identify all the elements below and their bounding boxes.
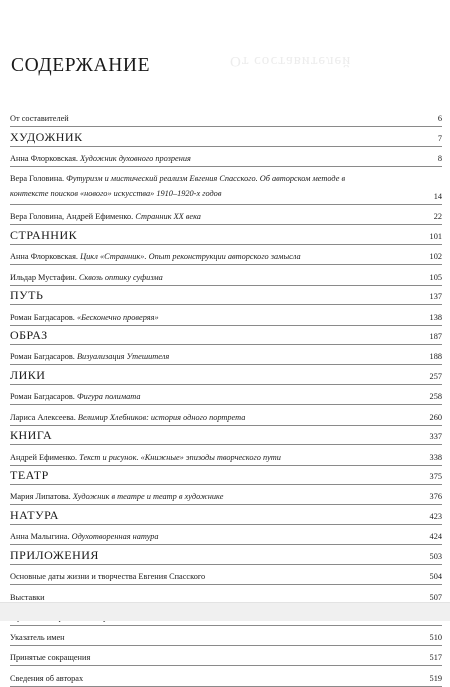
entry-author: Принятые сокращения xyxy=(10,653,91,663)
section-name: ОБРАЗ xyxy=(10,328,48,343)
toc-entry-text xyxy=(10,313,412,322)
entry-author: Андрей Ефименко. xyxy=(10,452,80,462)
page-number: 137 xyxy=(429,292,442,302)
toc-entry-row xyxy=(10,666,442,686)
page-number: 101 xyxy=(429,232,442,242)
page-bottom-edge xyxy=(0,602,450,621)
toc-entry-text xyxy=(10,633,412,642)
page-number: 105 xyxy=(429,272,442,282)
toc-entry-row xyxy=(10,147,442,167)
toc-section-title xyxy=(10,288,412,303)
page-number: 338 xyxy=(429,452,442,462)
entry-author: Указатель имен xyxy=(10,633,65,643)
page-number: 7 xyxy=(437,133,442,143)
entry-author: Выставки xyxy=(10,592,45,602)
toc-section-row xyxy=(10,127,442,147)
entry-author: Вера Головина. xyxy=(10,174,67,184)
page-number: 258 xyxy=(429,392,442,402)
bleed-through-text: От составителей xyxy=(230,53,352,69)
table-of-contents xyxy=(10,107,442,687)
page-number: 102 xyxy=(429,252,442,262)
toc-entry-text xyxy=(10,453,412,462)
page-number: 337 xyxy=(429,432,442,442)
page-number: 424 xyxy=(429,532,442,542)
toc-section-row xyxy=(10,466,442,486)
toc-entry-text xyxy=(10,352,412,361)
page-number: 504 xyxy=(429,572,442,582)
page-number: 510 xyxy=(429,633,442,643)
entry-work-title: Художник духовного прозрения xyxy=(80,154,191,164)
toc-entry-text xyxy=(10,252,412,261)
toc-entry-row xyxy=(10,167,442,205)
toc-entry-row xyxy=(10,245,442,265)
toc-section-title xyxy=(10,368,412,383)
toc-entry-row xyxy=(10,265,442,285)
entry-author: Анна Флорковская. xyxy=(10,154,81,164)
entry-author: Анна Малыгина. xyxy=(10,532,72,542)
entry-work-title: Велимир Хлебников: история одного портрета xyxy=(77,412,246,422)
toc-entry-text xyxy=(10,413,412,422)
page-number: 188 xyxy=(429,352,442,362)
entry-work-title: Цикл «Странник». Опыт реконструкции авторского замысла xyxy=(80,252,301,262)
toc-section-title xyxy=(10,228,412,243)
page-title: СОДЕРЖАНИЕ xyxy=(11,55,151,76)
page-number: 376 xyxy=(429,492,442,502)
page-number: 14 xyxy=(433,192,442,202)
page-number: 22 xyxy=(433,212,442,222)
page-number: 260 xyxy=(429,412,442,422)
toc-section-title xyxy=(10,328,412,343)
toc-entry-text xyxy=(10,172,412,201)
toc-section-title xyxy=(10,468,412,483)
entry-author: Основные даты жизни и творчества Евгения Спасского xyxy=(10,572,206,582)
toc-section-row xyxy=(10,426,442,446)
entry-work-title: Одухотворенная натура xyxy=(71,532,159,542)
page-number: 6 xyxy=(437,114,442,124)
toc-entry-row xyxy=(10,405,442,425)
toc-section-title xyxy=(10,130,412,145)
toc-entry-row xyxy=(10,345,442,365)
toc-entry-text xyxy=(10,492,412,501)
toc-section-row xyxy=(10,365,442,385)
entry-author: Лариса Алексеева. xyxy=(10,412,78,422)
section-name: ПРИЛОЖЕНИЯ xyxy=(10,547,99,562)
entry-work-title: Художник в театре и театр в художнике xyxy=(72,492,224,502)
page-number: 257 xyxy=(429,372,442,382)
toc-entry-row xyxy=(10,525,442,545)
entry-author: Роман Багдасаров. xyxy=(10,312,77,322)
entry-author: Вера Головина, Андрей Ефименко. xyxy=(10,212,136,222)
section-name: СТРАННИК xyxy=(10,228,78,243)
section-name: ХУДОЖНИК xyxy=(10,129,83,144)
page-number: 187 xyxy=(429,332,442,342)
entry-author: Мария Липатова. xyxy=(10,492,73,502)
toc-entry-text xyxy=(10,593,412,602)
entry-author: Сведения об авторах xyxy=(10,673,84,683)
toc-entry-text xyxy=(10,572,412,581)
page-number: 507 xyxy=(429,592,442,602)
toc-entry-text xyxy=(10,674,412,683)
toc-entry-text xyxy=(10,114,412,123)
entry-work-title: «Бесконечно проверяя» xyxy=(76,312,159,322)
toc-entry-row xyxy=(10,305,442,325)
toc-entry-row xyxy=(10,565,442,585)
toc-entry-row xyxy=(10,107,442,127)
entry-work-title: Визуализация Утешителя xyxy=(76,352,170,362)
entry-work-title: Футуризм и мистический реализм Евгения Спасского. Об авторском методе в контексте поисков «нового» искусства» 1910–1920-х годов xyxy=(10,174,346,198)
toc-entry-text xyxy=(10,392,412,401)
entry-author: Роман Багдасаров. xyxy=(10,392,77,402)
toc-entry-row xyxy=(10,385,442,405)
page-number: 519 xyxy=(429,673,442,683)
toc-entry-text xyxy=(10,273,412,282)
section-name: ТЕАТР xyxy=(10,468,49,483)
toc-entry-row xyxy=(10,445,442,465)
toc-section-title xyxy=(10,428,412,443)
toc-entry-row xyxy=(10,485,442,505)
toc-section-title xyxy=(10,548,412,563)
page-number: 423 xyxy=(429,512,442,522)
toc-entry-text xyxy=(10,653,412,662)
page-number: 375 xyxy=(429,472,442,482)
entry-author: Ильдар Мустафин. xyxy=(10,272,79,282)
section-name: ПУТЬ xyxy=(10,288,44,303)
entry-work-title: Сквозь оптику суфизма xyxy=(78,272,163,282)
toc-entry-text xyxy=(10,532,412,541)
toc-section-row xyxy=(10,286,442,306)
section-name: ЛИКИ xyxy=(10,368,46,383)
page-number: 8 xyxy=(437,154,442,164)
entry-author: Роман Багдасаров. xyxy=(10,352,77,362)
toc-entry-text xyxy=(10,212,412,221)
toc-entry-row xyxy=(10,626,442,646)
entry-work-title: Странник XX века xyxy=(135,212,201,222)
page-number: 517 xyxy=(429,653,442,663)
entry-work-title: Текст и рисунок. «Книжные» эпизоды творческого пути xyxy=(79,452,281,462)
page-number: 138 xyxy=(429,312,442,322)
section-name: КНИГА xyxy=(10,428,53,443)
toc-section-title xyxy=(10,508,412,523)
entry-work-title: Фигура полимата xyxy=(76,392,141,402)
toc-entry-row xyxy=(10,205,442,225)
entry-author: От составителей xyxy=(10,114,69,124)
toc-section-row xyxy=(10,326,442,346)
toc-entry-text xyxy=(10,154,412,163)
section-name: НАТУРА xyxy=(10,508,59,523)
toc-section-row xyxy=(10,505,442,525)
toc-section-row xyxy=(10,545,442,565)
toc-section-row xyxy=(10,225,442,245)
page-number: 503 xyxy=(429,551,442,561)
entry-author: Анна Флорковская. xyxy=(10,252,81,262)
toc-entry-row xyxy=(10,646,442,666)
